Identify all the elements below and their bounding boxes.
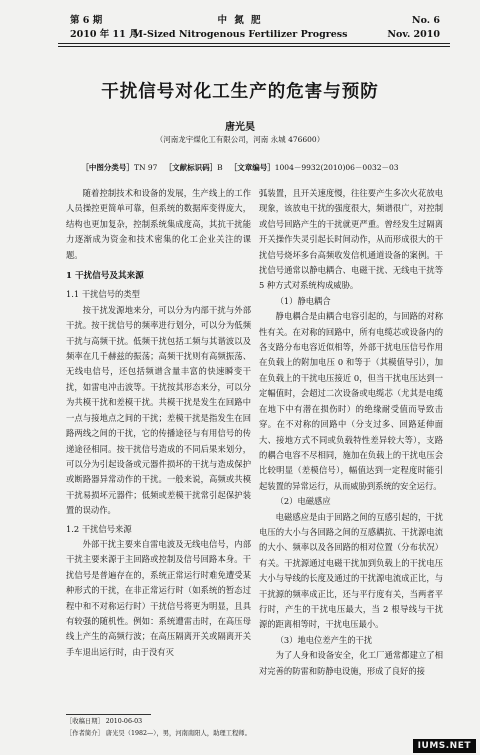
section-heading: 1 干扰信号及其来源 bbox=[66, 271, 144, 282]
body-paragraph: 静电耦合是由耦合电容引起的，与回路的对称性有关。在对称的回路中，所有电缆芯或设备内的各支路分布电容近似相等，外部干扰电压信号作用在负载上的附加电压 0 和等于（其模值导引），加在负载上的干扰电压接近 0，但当干扰电压达到一定幅值时，会超过二次设备或电缆芯（尤其是电缆在地下中有潜在损伤时）的绝缘耐受值而导致击穿。在不对称的回路中（分支过多、回路延伸面大、接地方式不同或负载特性差异较大等），支路的耦合电容不尽相同，施加在负载上的干扰电压会比较明显（差模信号），幅值达到一定程度时能引起装置的异常运行，从而威胁到系统的安全运行。 bbox=[259, 311, 443, 491]
right-column bbox=[259, 186, 443, 679]
issue-date-cn: 2010 年 11 月 bbox=[70, 29, 139, 40]
subsection-heading: 1.2 干扰信号来源 bbox=[66, 523, 132, 534]
header-rule-thick bbox=[58, 43, 450, 44]
subsection-heading: 1.1 干扰信号的类型 bbox=[66, 289, 140, 300]
item-heading: （1）静电耦合 bbox=[275, 295, 331, 306]
body-paragraph: 外部干扰主要来自雷电波及无线电信号，内部干扰主要来源于主回路或控制及信号回路本身。干扰信号是普遍存在的，系统正常运行时难免遭受某种形式的干扰，在非正常运行时（如系统的暂态过程中和不对称运行时）干扰信号将更为明显，且具有较强的随机性。例如：系统遭雷击时，在高压母线上产生的高频行波；在高压隔离开关或隔离开关手车退出运行时，由于没有灭 bbox=[66, 538, 251, 657]
doc-code-value: B bbox=[217, 163, 223, 172]
author-affiliation: （河南龙宇煤化工有限公司，河南 永城 476600） bbox=[155, 135, 325, 144]
class-number-value: TN 97 bbox=[133, 163, 158, 172]
header-rule-thin bbox=[58, 46, 450, 47]
journal-name-en: M-Sized Nitrogenous Fertilizer Progress bbox=[132, 29, 348, 40]
running-header-right bbox=[387, 14, 440, 42]
article-title: 干扰信号对化工生产的危害与预防 bbox=[101, 82, 379, 102]
footnote-received-date: ［收稿日期］ 2010-06-03 bbox=[66, 718, 143, 725]
article-author: 唐光昊 bbox=[225, 122, 255, 133]
body-paragraph: 弧装置，且开关速度慢，往往要产生多次火花放电现象，该放电干扰的强度很大，频谱很广，对控制或信号回路产生的干扰就更严重。曾经发生过隔离开关操作失灵引起长时间动作，从而形成很大的干扰信号烧坏多台高频收发信机通道设备的案例。干扰信号通常以静电耦合、电磁干扰、无线电干扰等 5 种方式对系统构成威胁。 bbox=[259, 188, 443, 291]
issue-date-en: Nov. 2010 bbox=[387, 29, 440, 40]
footnote-rule bbox=[66, 714, 151, 715]
journal-name-cn: 中 氮 肥 bbox=[217, 15, 263, 26]
item-heading: （2）电磁感应 bbox=[275, 496, 331, 507]
body-paragraph: 电磁感应是由于回路之间的互感引起的，干扰电压的大小与各回路之间的互感耦抗、干扰源电流的大小、频率以及各回路的相对位置（分布状况）有关。干扰源通过电磁干扰加到负载上的干扰电压大小与导线的长度及通过的干扰源电流成正比，与干扰源的频率成正比，还与平行度有关，当两者平行时，产生的干扰电压最大，当 2 根导线与干扰源的距离相等时，干扰电压最小。 bbox=[259, 511, 443, 630]
doc-code-label: ［文献标识码］ bbox=[164, 163, 218, 172]
article-id-label: ［文章编号］ bbox=[229, 163, 275, 172]
item-heading: （3）地电位差产生的干扰 bbox=[275, 634, 373, 645]
intro-paragraph: 随着控制技术和设备的发展，生产线上的工作人员操控更简单可靠，但系统的数据库变得庞大，结构也更加复杂，控制系统集成度高，其抗干扰能力逐渐成为资金和技术密集的化工企业关注的课题。 bbox=[66, 188, 251, 260]
article-id-value: 1004－9932(2010)06－0032－03 bbox=[274, 163, 399, 172]
issue-number-en: No. 6 bbox=[411, 15, 440, 26]
issue-number-cn: 第 6 期 bbox=[70, 15, 103, 26]
left-column bbox=[66, 186, 251, 660]
body-paragraph: 为了人身和设备安全，化工厂通常都建立了相对完善的防雷和防静电设施，形成了良好的接 bbox=[259, 650, 443, 676]
footnote-author-bio: ［作者简介］ 唐光昊（1982—），男，河南南阳人，助理工程师。 bbox=[66, 730, 251, 737]
class-number-label: ［中图分类号］ bbox=[81, 163, 134, 172]
watermark-badge: IUMS.NET bbox=[413, 739, 476, 753]
body-paragraph: 按干扰发源地来分，可以分为内部干扰与外部干扰。按干扰信号的频率进行划分，可以分为低频干扰与高频干扰。低频干扰包括工频与其谐波以及频率在几千赫兹的振荡；高频干扰则有高频振荡、无线电信号，还包括频谱含量丰富的快速瞬变干扰，如雷电冲击波等。干扰按其形态来分，可以分为共模干扰和差模干扰。共模干扰是发生在回路中一点与接地点之间的干扰；差模干扰是指发生在回路两线之间的干扰，它的传播途径与有用信号的传递途径相同。按干扰信号造成的不同后果来划分，可以分为引起设备或元器件损坏的干扰与造成保护或断路器异常动作的干扰。一般来说，高频或共模干扰易损坏元器件；低频或差模干扰常引起保护装置的误动作。 bbox=[66, 304, 251, 516]
classification-line bbox=[0, 162, 480, 173]
